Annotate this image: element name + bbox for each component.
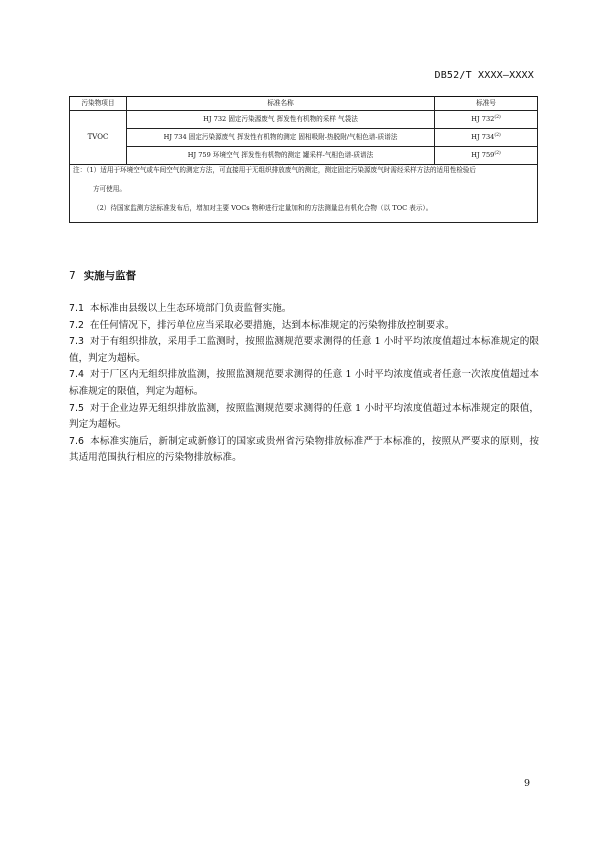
standard-number-cell — [435, 111, 538, 129]
clause-text: 在任何情况下，排污单位应当采取必要措施，达到本标准规定的污染物排放控制要求。 — [89, 319, 455, 331]
clause-item — [69, 401, 539, 434]
section-heading — [69, 268, 136, 283]
footnote-ref: (2) — [494, 115, 501, 121]
standard-name-cell: HJ 759 环境空气 挥发性有机物的测定 罐采样-气相色谱-质谱法 — [127, 147, 435, 165]
clause-text: 对于有组织排放，采用手工监测时，按照监测规范要求测得的任意 1 小时平均浓度值超过本标准规定的限值，判定为超标。 — [69, 336, 539, 364]
standards-table — [69, 96, 538, 223]
note-label: 注： — [73, 166, 87, 174]
table-row — [70, 147, 538, 165]
header-standard-number: 标准号 — [435, 97, 538, 111]
standard-number-cell — [435, 129, 538, 147]
pollutant-cell: TVOC — [70, 111, 127, 165]
clause-number: 7.4 — [69, 369, 84, 381]
clause-list — [69, 301, 539, 467]
table-header-row — [70, 97, 538, 111]
standard-code: HJ 732 — [471, 115, 495, 124]
clause-number: 7.1 — [69, 303, 84, 314]
clause-item — [69, 334, 539, 367]
header-standard-name: 标准名称 — [127, 97, 435, 111]
table-notes-row — [70, 165, 538, 223]
standard-code: HJ 734 — [471, 133, 495, 142]
standard-name-cell: HJ 734 固定污染源废气 挥发性有机物的测定 固相吸附-热脱附/气相色谱-质谱法 — [127, 129, 435, 147]
clause-item — [69, 434, 539, 467]
standard-number-cell — [435, 147, 538, 165]
clause-number: 7.6 — [69, 435, 84, 447]
header-pollutant: 污染物项目 — [70, 97, 127, 111]
clause-text: 本标准由县级以上生态环境部门负责监督实施。 — [89, 303, 292, 314]
clause-text: 对于企业边界无组织排放监测，按照监测规范要求测得的任意 1 小时平均浓度值超过本标准规定的限值，判定为超标。 — [69, 402, 539, 431]
standard-code: HJ 759 — [471, 151, 495, 160]
table-row — [70, 129, 538, 147]
clause-text: 本标准实施后，新制定或新修订的国家或贵州省污染物排放标准严于本标准的，按照从严要求的原则，按其适用范围执行相应的污染物排放标准。 — [69, 435, 539, 464]
page-number: 9 — [523, 778, 530, 789]
clause-item — [69, 367, 539, 400]
section-number: 7 — [69, 270, 76, 282]
table-notes — [70, 165, 538, 223]
section-title: 实施与监督 — [83, 270, 137, 282]
footnote-ref: (2) — [494, 151, 501, 157]
clause-number: 7.5 — [69, 402, 84, 414]
note-1-continued: 方可使用。 — [93, 185, 126, 193]
document-code: DB52/T XXXX—XXXX — [434, 70, 534, 81]
clause-item — [69, 301, 539, 318]
table-row — [70, 111, 538, 129]
footnote-ref: (2) — [494, 133, 501, 139]
note-1-text: （1）适用于环境空气或车间空气的测定方法，可直接用于无组织排放废气的测定，测定固定污染源废气时需经采样方法的适用性检验后 — [86, 166, 477, 174]
clause-number: 7.3 — [69, 336, 84, 348]
note-2: （2）待国家监测方法标准发布后，增加对主要 VOCs 物种进行定量加和的方法测量总有机化合物（以 TOC 表示）。 — [93, 204, 433, 212]
standard-name-cell: HJ 732 固定污染源废气 挥发性有机物的采样 气袋法 — [127, 111, 435, 129]
note-1 — [73, 165, 534, 184]
clause-number: 7.2 — [69, 319, 84, 331]
clause-item — [69, 318, 539, 335]
clause-text: 对于厂区内无组织排放监测，按照监测规范要求测得的任意 1 小时平均浓度值或者任意一次浓度值超过本标准规定的限值，判定为超标。 — [69, 369, 539, 397]
